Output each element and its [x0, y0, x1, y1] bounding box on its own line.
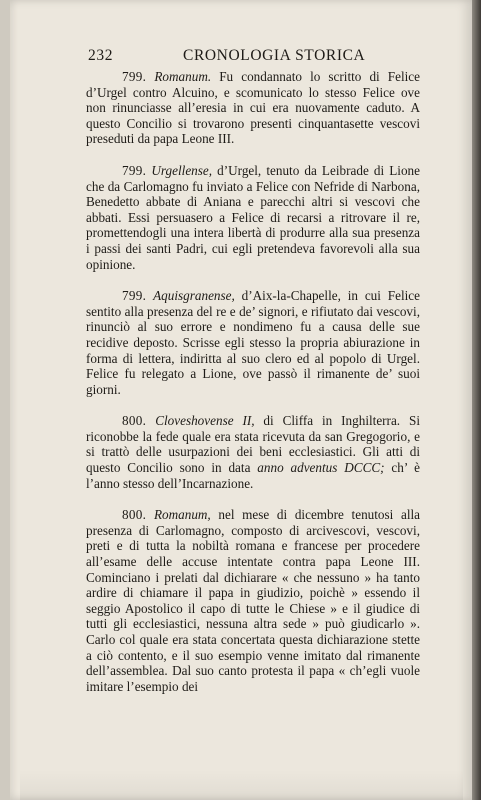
- entry-urgellense-799: [86, 163, 420, 272]
- entry-text: d’Urgel, tenuto da Leibrade di Lione che da Carlomagno fu inviato a Felice con Nefride di Narbona, Benedetto abbate di Aniana e parecchi altri si vescovi che abbati. Essi persuasero a Felice di recarsi a ritrovare il re, promettendogli una intera libertà di produrre alla sua presenza i passi dei santi Padri, cui egli pretendeva favorevoli alla sua opinione.: [86, 162, 421, 272]
- council-name: Romanum.: [154, 69, 212, 84]
- page-shadow: [20, 770, 463, 800]
- entry-cloveshovense-800: [86, 413, 420, 491]
- council-name: Aquisgranense,: [153, 288, 235, 304]
- running-title: CRONOLOGIA STORICA: [183, 47, 366, 64]
- entry-aquisgranense-799: [86, 288, 420, 397]
- entry-romanum-799: [86, 69, 420, 147]
- entry-text: nel mese di dicembre tenutosi alla presenza di Carlomagno, composto di arcivescovi, vescovi, preti e di tutta la nobiltà romana e francese per procedere all’esame delle accuse intentate contra papa Leone III. Cominciano i prelati dal dichiarare « che nessuno » ha tanto ardire di chiamare il papa in giudizio, poichè » essendo il seggio Apostolico il capo di tutte le Chiese » e il giudice di tutti gli ecclesiastici, nessuna altra sede » può giudicarlo ». Carlo col quale era stata concertata questa dichiarazione stette a ciò contento, e il suo esempio venne imitato dal rimanente dell’assemblea. Dal suo canto protesta il papa « ch’egli vuole imitare l’esempio dei: [86, 507, 421, 694]
- council-name: Cloveshovense II,: [155, 413, 255, 429]
- entry-year: 799.: [122, 288, 147, 304]
- book-page: [10, 0, 472, 800]
- date-formula: anno adventus DCCC;: [257, 460, 385, 476]
- entry-romanum-800: [86, 507, 420, 694]
- council-name: Urgellense,: [151, 162, 213, 178]
- entry-year: 799.: [122, 69, 147, 84]
- council-name: Romanum,: [153, 507, 211, 523]
- entry-text: d’Aix-la-Chapelle, in cui Felice sentito alla presenza del re e de’ signori, e rifiutato dai vescovi, rinunciò al suo errore e nondimeno fu a causa delle sue recidive deposto. Scrisse egli stesso la propria abiurazione in forma di lettera, indiritta al suo clero ed al popolo di Urgel. Felice fu relegato a Lione, ove passò il rimanente de’ suoi giorni.: [86, 288, 421, 397]
- entry-year: 800.: [122, 413, 147, 429]
- page-number: 232: [88, 47, 114, 64]
- entry-text: di Cliffa in Inghilterra. Si riconobbe la fede quale era stata ricevuta da san Gregogorio, e si trattò delle usurpazioni dei beni ecclesiastici. Gli atti di questo Concilio sono in data: [86, 413, 420, 476]
- book-edge: [472, 0, 481, 800]
- entry-year: 799.: [122, 162, 147, 178]
- entry-text-continued: ch’ è l’anno stesso dell’Incarnazione.: [86, 460, 420, 491]
- entry-year: 800.: [122, 507, 147, 523]
- entry-text: Fu condannato lo scritto di Felice d’Urgel contro Alcuino, e scomunicato lo stesso Felice ove non rinunciasse all’eresia in cui era nuovamente caduto. A questo Concilio si trovarono presenti cinquantasette vescovi preseduti da papa Leone III.: [86, 69, 420, 147]
- body-text: [86, 69, 420, 710]
